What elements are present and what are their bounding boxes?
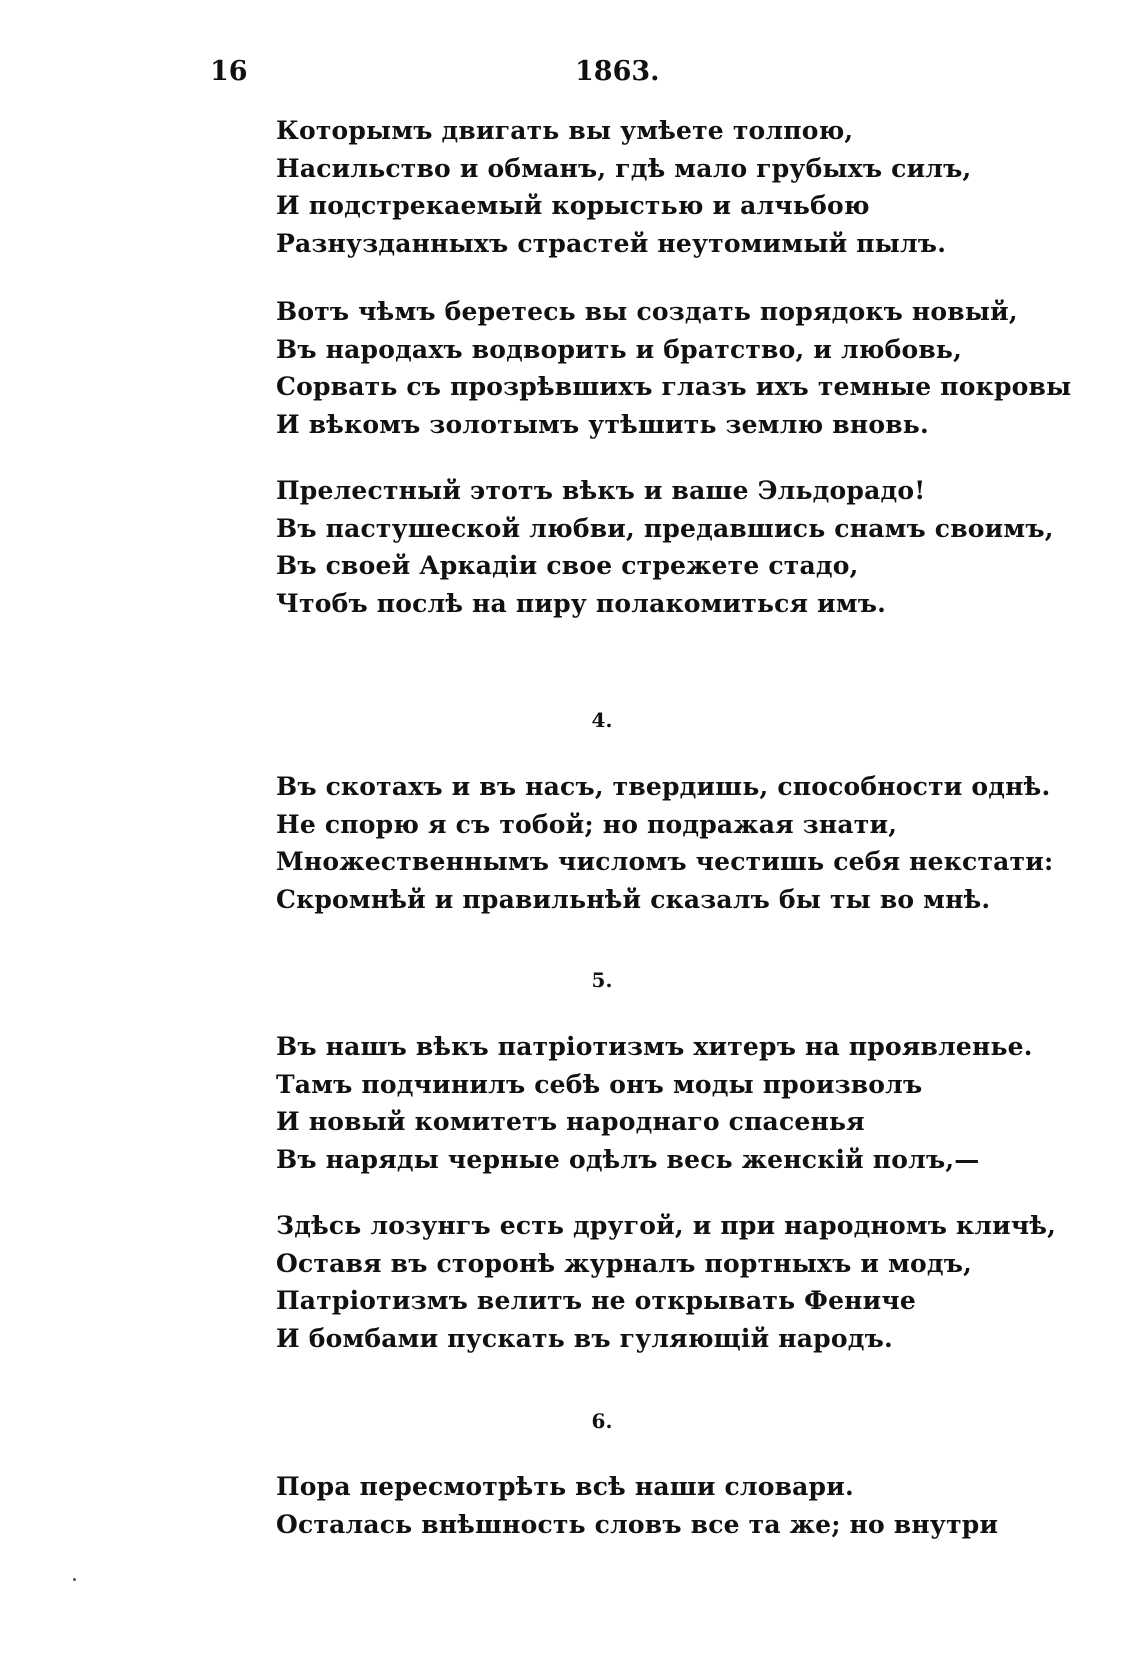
page-number: 16 [210,56,248,87]
section-4-verse [276,768,1054,918]
verse-line: Чтобъ послѣ на пиру полакомиться имъ. [276,588,887,618]
section-number-6: 6. [591,1409,613,1433]
verse-line: Въ пастушеской любви, предавшись снамъ своимъ, [276,513,1054,543]
verse-line: Въ наряды черные одѣлъ весь женскій полъ,— [276,1144,980,1174]
verse-line: Прелестный этотъ вѣкъ и ваше Эльдорадо! [276,476,926,505]
verse-line: Въ народахъ водворить и братство, и любовь, [276,334,963,364]
verse-line: Въ своей Аркадіи свое стрежете стадо, [276,551,859,580]
section-number-5: 5. [591,968,613,992]
verse-line: Скромнѣй и правильнѣй сказалъ бы ты во мнѣ. [276,884,991,914]
verse-line: И подстрекаемый корыстью и алчьбою [276,191,870,220]
verse-line: Здѣсь лозунгъ есть другой, и при народномъ кличѣ, [276,1211,1057,1240]
section-5-stanza-2 [276,1207,1057,1357]
verse-line: Разнузданныхъ страстей неутомимый пылъ. [276,228,947,258]
verse-line: Тамъ подчинилъ себѣ онъ моды произволъ [276,1069,923,1099]
verse-line: Сорвать съ прозрѣвшихъ глазъ ихъ темные покровы [276,372,1072,401]
verse-line: Въ скотахъ и въ насъ, твердишь, способности однѣ. [276,772,1051,801]
section-6-verse [276,1468,1006,1543]
verse-line: Въ нашъ вѣкъ патріотизмъ хитеръ на проявленье. [276,1032,1033,1061]
verse-line: Не спорю я съ тобой; но подражая знати, [276,809,898,839]
stanza-2 [276,293,1072,443]
verse-line: Оставя въ сторонѣ журналъ портныхъ и модъ, [276,1248,973,1278]
verse-line: Пора пересмотрѣть всѣ наши словари. [276,1472,854,1501]
running-title-year: 1863. [575,56,660,87]
stanza-3 [276,472,1054,622]
verse-line: И новый комитетъ народнаго спасенья [276,1107,865,1136]
verse-line: И вѣкомъ золотымъ утѣшить землю вновь. [276,409,929,439]
stanza-1 [276,112,1006,262]
verse-line: Которымъ двигать вы умѣете толпою, [276,116,854,145]
print-speck [73,1578,76,1581]
section-5-stanza-1 [276,1028,1033,1178]
verse-line: Множественнымъ числомъ честишь себя некстати: [276,847,1054,876]
verse-line: Насильство и обманъ, гдѣ мало грубыхъ силъ, [276,153,972,183]
verse-line: Осталась внѣшность словъ все та же; но внутри [276,1509,999,1539]
verse-line: И бомбами пускать въ гуляющій народъ. [276,1323,893,1353]
verse-line: Вотъ чѣмъ беретесь вы создать порядокъ новый, [276,297,1018,326]
verse-line: Патріотизмъ велитъ не открывать Фениче [276,1286,917,1315]
section-number-4: 4. [591,708,613,732]
